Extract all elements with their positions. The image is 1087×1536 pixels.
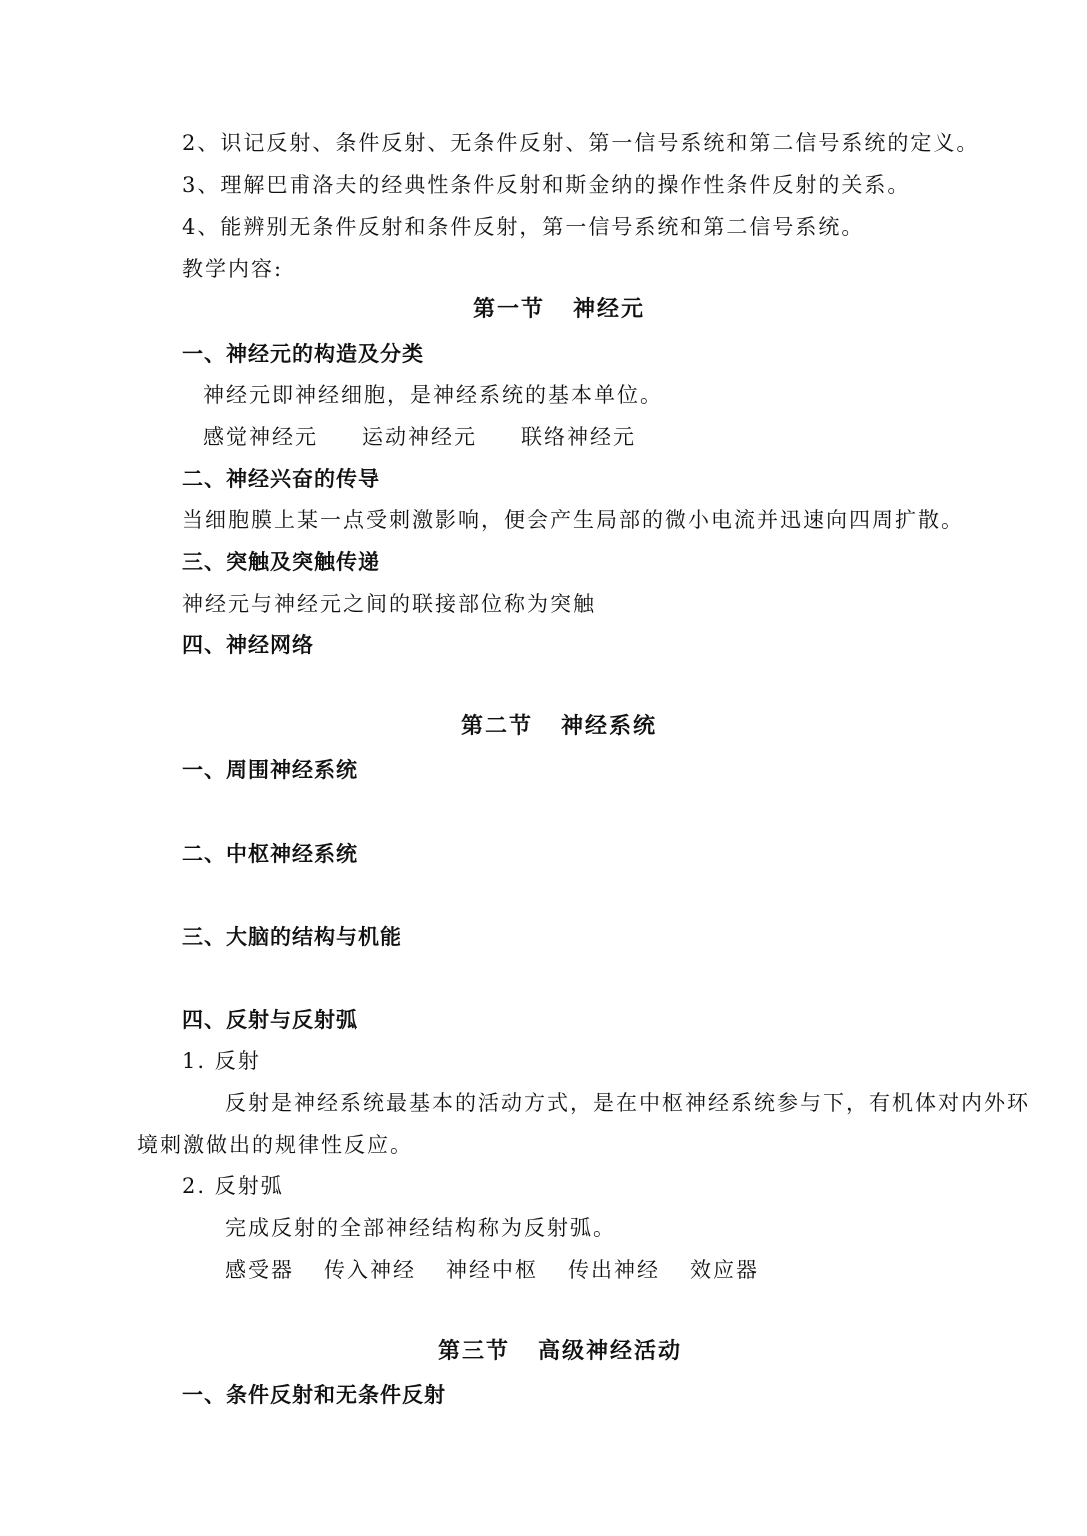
- reflex-paragraph-line-2: 境刺激做出的规律性反应。: [137, 1133, 413, 1157]
- neuron-type-motor: 运动神经元: [362, 425, 477, 449]
- section1-title-name: 神经元: [573, 297, 646, 322]
- section3-title: [438, 1338, 682, 1366]
- objective-4: 4、能辨别无条件反射和条件反射，第一信号系统和第二信号系统。: [182, 215, 865, 239]
- section3-heading-1: 一、条件反射和无条件反射: [182, 1383, 446, 1407]
- neuron-type-sensory: 感觉神经元: [203, 425, 318, 449]
- arc-part-efferent: 传出神经: [568, 1258, 660, 1282]
- section1-paragraph-2: 当细胞膜上某一点受刺激影响，便会产生局部的微小电流并迅速向四周扩散。: [182, 508, 964, 532]
- section2-title: [461, 713, 657, 741]
- reflex-arc-paragraph: 完成反射的全部神经结构称为反射弧。: [225, 1216, 616, 1240]
- section1-paragraph-3: 神经元与神经元之间的联接部位称为突触: [182, 592, 596, 616]
- section2-heading-1: 一、周围神经系统: [182, 758, 358, 782]
- section3-title-name: 高级神经活动: [538, 1339, 683, 1364]
- arc-part-receptor: 感受器: [225, 1258, 294, 1282]
- neuron-type-interneuron: 联络神经元: [521, 425, 636, 449]
- section1-heading-2: 二、神经兴奋的传导: [182, 467, 380, 491]
- section2-heading-3: 三、大脑的结构与机能: [182, 925, 402, 949]
- section3-title-num: 第三节: [438, 1339, 511, 1364]
- section2-heading-4: 四、反射与反射弧: [182, 1008, 358, 1032]
- reflex-arc-parts: [225, 1256, 759, 1284]
- section1-title: [473, 296, 645, 324]
- section1-paragraph-1: 神经元即神经细胞，是神经系统的基本单位。: [203, 383, 663, 407]
- arc-part-afferent: 传入神经: [324, 1258, 416, 1282]
- content-label: 教学内容:: [182, 257, 284, 281]
- section2-heading-2: 二、中枢神经系统: [182, 842, 358, 866]
- section1-heading-3: 三、突触及突触传递: [182, 550, 380, 574]
- neuron-types: [203, 423, 636, 451]
- section1-heading-4: 四、神经网络: [182, 633, 314, 657]
- subheading-reflex: 1. 反射: [182, 1049, 261, 1073]
- arc-part-effector: 效应器: [690, 1258, 759, 1282]
- objective-2: 2、识记反射、条件反射、无条件反射、第一信号系统和第二信号系统的定义。: [182, 131, 980, 155]
- reflex-paragraph-line-1: 反射是神经系统最基本的活动方式，是在中枢神经系统参与下，有机体对内外环: [225, 1091, 1030, 1115]
- objective-3: 3、理解巴甫洛夫的经典性条件反射和斯金纳的操作性条件反射的关系。: [182, 173, 911, 197]
- section2-title-name: 神经系统: [561, 714, 658, 739]
- section2-title-num: 第二节: [461, 714, 534, 739]
- arc-part-center: 神经中枢: [446, 1258, 538, 1282]
- section1-heading-1: 一、神经元的构造及分类: [182, 342, 424, 366]
- section1-title-num: 第一节: [473, 297, 546, 322]
- subheading-reflex-arc: 2. 反射弧: [182, 1174, 284, 1198]
